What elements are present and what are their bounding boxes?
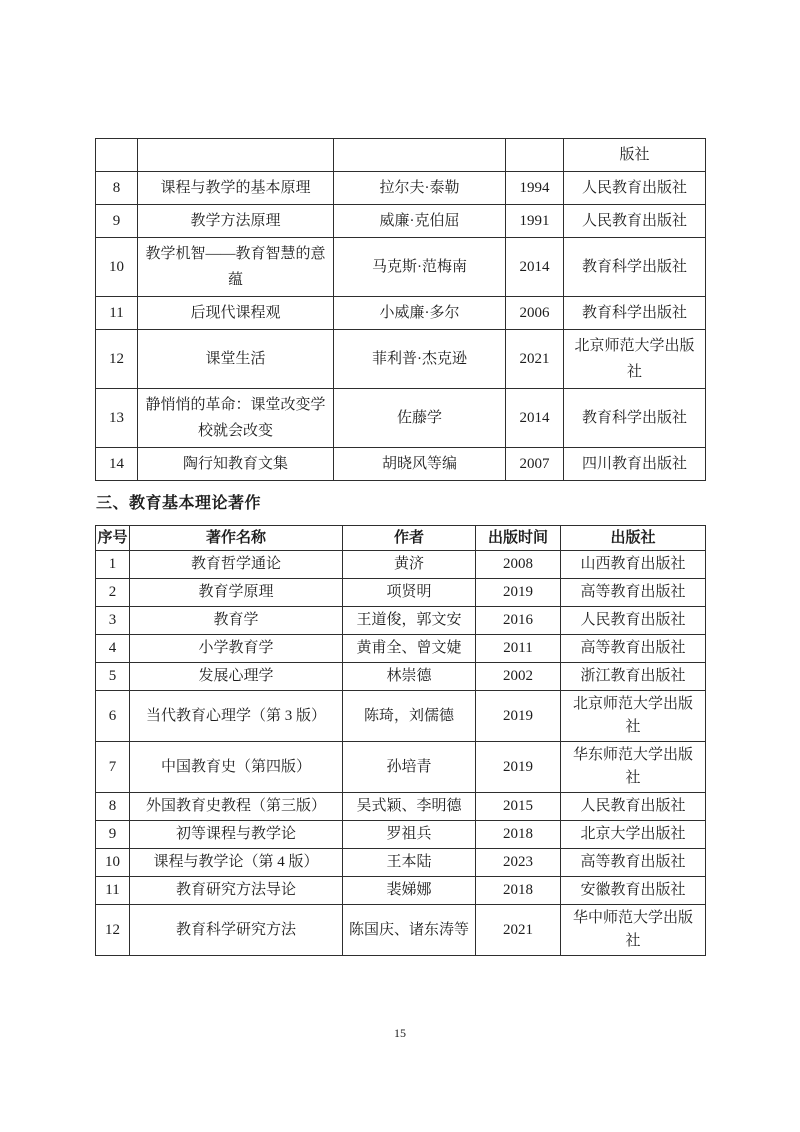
table-cell-title: 课程与教学的基本原理 (138, 172, 334, 205)
table-cell-author: 马克斯·范梅南 (334, 238, 506, 297)
table-row (96, 389, 706, 448)
table-cell-no: 7 (96, 742, 130, 793)
table-cell-no: 14 (96, 448, 138, 481)
section-heading: 三、教育基本理论著作 (96, 495, 262, 512)
table-cell-no: 6 (96, 691, 130, 742)
table-cell-year: 2002 (476, 663, 561, 691)
table-cell-title: 发展心理学 (130, 663, 343, 691)
table-cell-author: 威廉·克伯屈 (334, 205, 506, 238)
table-row (96, 821, 706, 849)
table-cell-publisher: 高等教育出版社 (561, 635, 706, 663)
table-cell-year: 2018 (476, 821, 561, 849)
works-table-continued-body (96, 139, 706, 481)
table-cell-year: 1994 (506, 172, 564, 205)
table-cell-no: 5 (96, 663, 130, 691)
table-cell-author: 菲利普·杰克逊 (334, 330, 506, 389)
works-table-basic-theory-head (96, 526, 706, 551)
table-cell-publisher: 人民教育出版社 (564, 205, 706, 238)
table-cell-author: 小威廉·多尔 (334, 297, 506, 330)
column-header-no: 序号 (96, 526, 130, 551)
table-cell-no: 10 (96, 238, 138, 297)
table-cell-no: 3 (96, 607, 130, 635)
table-cell-year: 2021 (506, 330, 564, 389)
table-row (96, 877, 706, 905)
table-cell-title: 初等课程与教学论 (130, 821, 343, 849)
table-cell-no: 10 (96, 849, 130, 877)
table-row (96, 793, 706, 821)
table-cell-author: 罗祖兵 (343, 821, 476, 849)
table-cell-no: 8 (96, 172, 138, 205)
table-cell-year: 2019 (476, 579, 561, 607)
works-table-basic-theory (95, 525, 706, 956)
table-cell-title: 教育哲学通论 (130, 551, 343, 579)
table-cell-year: 1991 (506, 205, 564, 238)
table-row (96, 579, 706, 607)
table-row (96, 663, 706, 691)
table-row (96, 448, 706, 481)
table-cell-title: 教学方法原理 (138, 205, 334, 238)
table-cell-no: 1 (96, 551, 130, 579)
page-number: 15 (394, 1026, 406, 1040)
table-cell-title: 中国教育史（第四版） (130, 742, 343, 793)
table-cell-author: 陈国庆、诸东涛等 (343, 905, 476, 956)
table-cell-author: 项贤明 (343, 579, 476, 607)
table-cell-publisher: 华中师范大学出版社 (561, 905, 706, 956)
table-cell-title: 课程与教学论（第 4 版） (130, 849, 343, 877)
table-cell-publisher: 人民教育出版社 (561, 607, 706, 635)
table-row (96, 139, 706, 172)
table-cell-author: 林崇德 (343, 663, 476, 691)
table-cell-publisher: 教育科学出版社 (564, 389, 706, 448)
column-header-publisher: 出版社 (561, 526, 706, 551)
table-cell-author: 胡晓风等编 (334, 448, 506, 481)
table-cell-author: 拉尔夫·泰勒 (334, 172, 506, 205)
table-cell-year: 2019 (476, 691, 561, 742)
table-cell-year: 2018 (476, 877, 561, 905)
table-cell-title: 教学机智——教育智慧的意蕴 (138, 238, 334, 297)
table-row (96, 238, 706, 297)
table-row (96, 905, 706, 956)
table-cell-title: 静悄悄的革命：课堂改变学校就会改变 (138, 389, 334, 448)
table-cell-author: 黄济 (343, 551, 476, 579)
table-row (96, 635, 706, 663)
column-header-author: 作者 (343, 526, 476, 551)
table-cell-no: 2 (96, 579, 130, 607)
table-cell-title: 教育研究方法导论 (130, 877, 343, 905)
table-cell-no: 4 (96, 635, 130, 663)
table-cell-title: 小学教育学 (130, 635, 343, 663)
table-cell-publisher: 高等教育出版社 (561, 579, 706, 607)
table-cell-title: 外国教育史教程（第三版） (130, 793, 343, 821)
works-table-basic-theory-body (96, 551, 706, 956)
table-cell-no: 8 (96, 793, 130, 821)
table-cell-no: 12 (96, 905, 130, 956)
table-cell-publisher: 人民教育出版社 (564, 172, 706, 205)
table-cell-author: 黄甫全、曾文婕 (343, 635, 476, 663)
table-cell-year: 2014 (506, 238, 564, 297)
table-cell-publisher: 教育科学出版社 (564, 297, 706, 330)
table-cell-publisher: 教育科学出版社 (564, 238, 706, 297)
table-row (96, 330, 706, 389)
table-cell-author: 陈琦，刘儒德 (343, 691, 476, 742)
table-cell-author: 裴娣娜 (343, 877, 476, 905)
column-header-year: 出版时间 (476, 526, 561, 551)
table-cell-publisher: 浙江教育出版社 (561, 663, 706, 691)
table-cell-publisher: 北京大学出版社 (561, 821, 706, 849)
table-cell-publisher: 北京师范大学出版社 (564, 330, 706, 389)
table-cell-author: 王道俊，郭文安 (343, 607, 476, 635)
column-header-title: 著作名称 (130, 526, 343, 551)
table-cell-title: 教育科学研究方法 (130, 905, 343, 956)
table-cell-year: 2011 (476, 635, 561, 663)
works-table-continued (95, 138, 706, 481)
table-cell-no: 11 (96, 297, 138, 330)
table-cell-title (138, 139, 334, 172)
table-cell-title: 后现代课程观 (138, 297, 334, 330)
table-row (96, 172, 706, 205)
table-row (96, 742, 706, 793)
table-cell-author: 王本陆 (343, 849, 476, 877)
table-cell-title: 当代教育心理学（第 3 版） (130, 691, 343, 742)
table-cell-publisher: 四川教育出版社 (564, 448, 706, 481)
table-cell-no: 9 (96, 205, 138, 238)
table-cell-year: 2014 (506, 389, 564, 448)
table-cell-publisher: 版社 (564, 139, 706, 172)
table-row (96, 691, 706, 742)
table-cell-author: 孙培青 (343, 742, 476, 793)
table-cell-no (96, 139, 138, 172)
table-row (96, 205, 706, 238)
table-cell-year: 2015 (476, 793, 561, 821)
table-row (96, 551, 706, 579)
table-row (96, 297, 706, 330)
table-cell-author (334, 139, 506, 172)
table-row (96, 849, 706, 877)
table-cell-year: 2006 (506, 297, 564, 330)
table-cell-no: 13 (96, 389, 138, 448)
table-cell-title: 陶行知教育文集 (138, 448, 334, 481)
table-row (96, 607, 706, 635)
table-cell-year: 2023 (476, 849, 561, 877)
table-cell-year: 2016 (476, 607, 561, 635)
table-cell-year: 2008 (476, 551, 561, 579)
table-cell-author: 佐藤学 (334, 389, 506, 448)
table-cell-year: 2019 (476, 742, 561, 793)
table-cell-year: 2007 (506, 448, 564, 481)
header-row (96, 526, 706, 551)
table-cell-publisher: 安徽教育出版社 (561, 877, 706, 905)
table-cell-year: 2021 (476, 905, 561, 956)
table-cell-year (506, 139, 564, 172)
table-cell-publisher: 华东师范大学出版社 (561, 742, 706, 793)
table-cell-publisher: 高等教育出版社 (561, 849, 706, 877)
table-cell-publisher: 山西教育出版社 (561, 551, 706, 579)
table-cell-title: 教育学 (130, 607, 343, 635)
table-cell-author: 吴式颖、李明德 (343, 793, 476, 821)
table-cell-publisher: 北京师范大学出版社 (561, 691, 706, 742)
table-cell-publisher: 人民教育出版社 (561, 793, 706, 821)
table-cell-title: 课堂生活 (138, 330, 334, 389)
table-cell-no: 11 (96, 877, 130, 905)
table-cell-no: 12 (96, 330, 138, 389)
table-cell-title: 教育学原理 (130, 579, 343, 607)
table-cell-no: 9 (96, 821, 130, 849)
